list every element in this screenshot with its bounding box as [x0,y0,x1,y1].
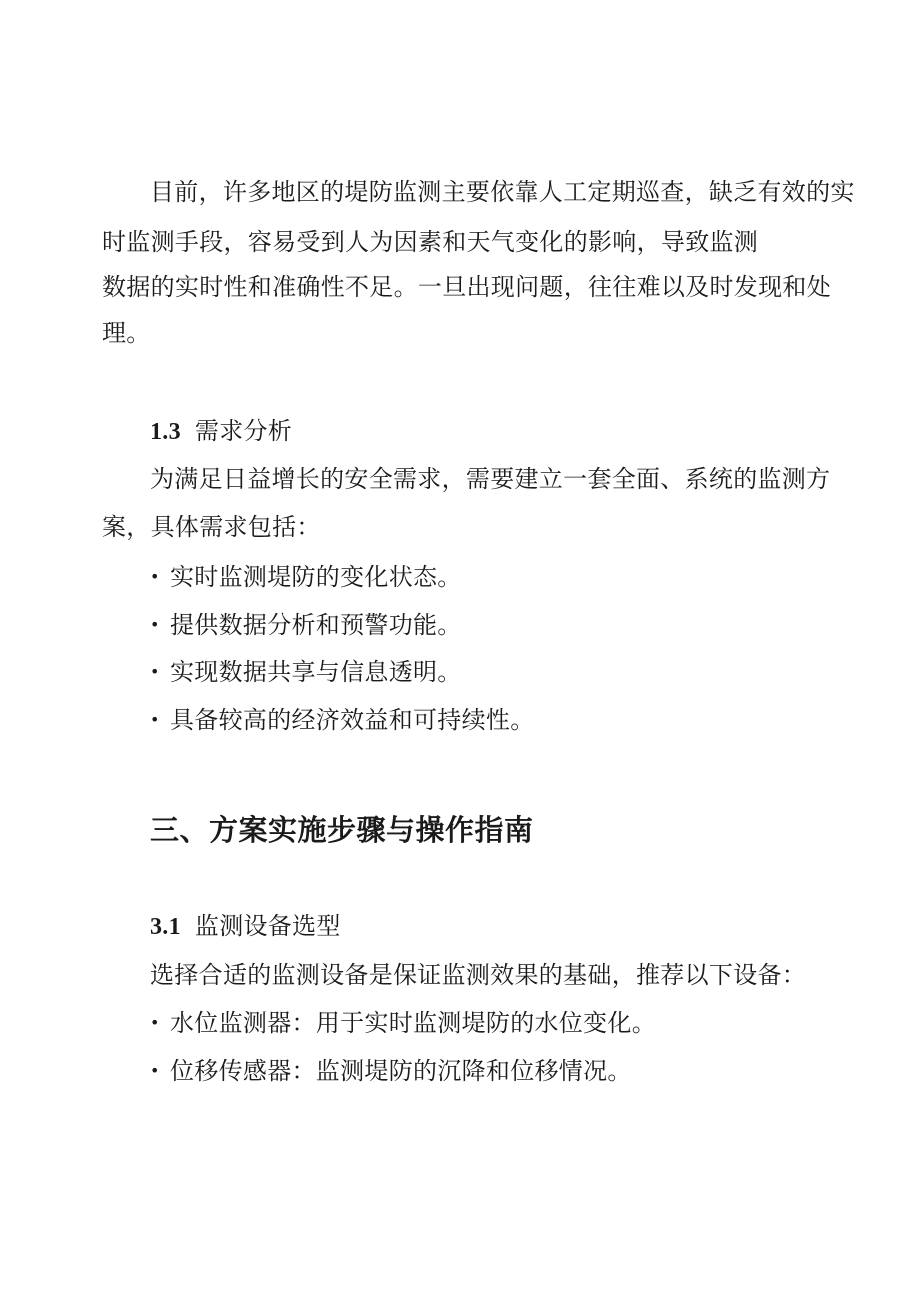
section-3-1-number: 3.1 [150,914,181,940]
section-1-3-title: 需求分析 [194,417,293,445]
list-item: 水位监测器：用于实时监测堤防的水位变化。 [170,1009,656,1037]
list-item: 具备较高的经济效益和可持续性。 [170,706,535,734]
bullet-dot: • [150,710,160,729]
section-3-1-heading [150,911,341,942]
chapter-3-heading: 三、方案实施步骤与操作指南 [150,813,534,847]
list-item: 位移传感器：监测堤防的沉降和位移情况。 [170,1057,632,1085]
section-1-3-paragraph-line-2: 案，具体需求包括： [102,513,321,541]
intro-paragraph-line-2: 时监测手段，容易受到人为因素和天气变化的影响，导致监测 [102,228,759,256]
bullet-dot: • [150,615,160,634]
list-item: 实时监测堤防的变化状态。 [170,563,462,591]
section-1-3-heading [150,416,292,447]
section-1-3-number: 1.3 [150,419,181,445]
bullet-dot: • [150,1061,160,1080]
section-3-1-paragraph: 选择合适的监测设备是保证监测效果的基础，推荐以下设备： [150,961,807,989]
section-3-1-title: 监测设备选型 [194,912,341,940]
intro-paragraph-line-4: 理。 [102,319,151,347]
list-item: 实现数据共享与信息透明。 [170,658,462,686]
bullet-dot: • [150,1013,160,1032]
intro-paragraph-line-1: 目前，许多地区的堤防监测主要依靠人工定期巡查，缺乏有效的实 [150,178,855,206]
intro-paragraph-line-3: 数据的实时性和准确性不足。一旦出现问题，往往难以及时发现和处 [102,273,831,301]
bullet-dot: • [150,567,160,586]
bullet-dot: • [150,662,160,681]
section-1-3-paragraph-line-1: 为满足日益增长的安全需求，需要建立一套全面、系统的监测方 [150,465,831,493]
list-item: 提供数据分析和预警功能。 [170,611,462,639]
